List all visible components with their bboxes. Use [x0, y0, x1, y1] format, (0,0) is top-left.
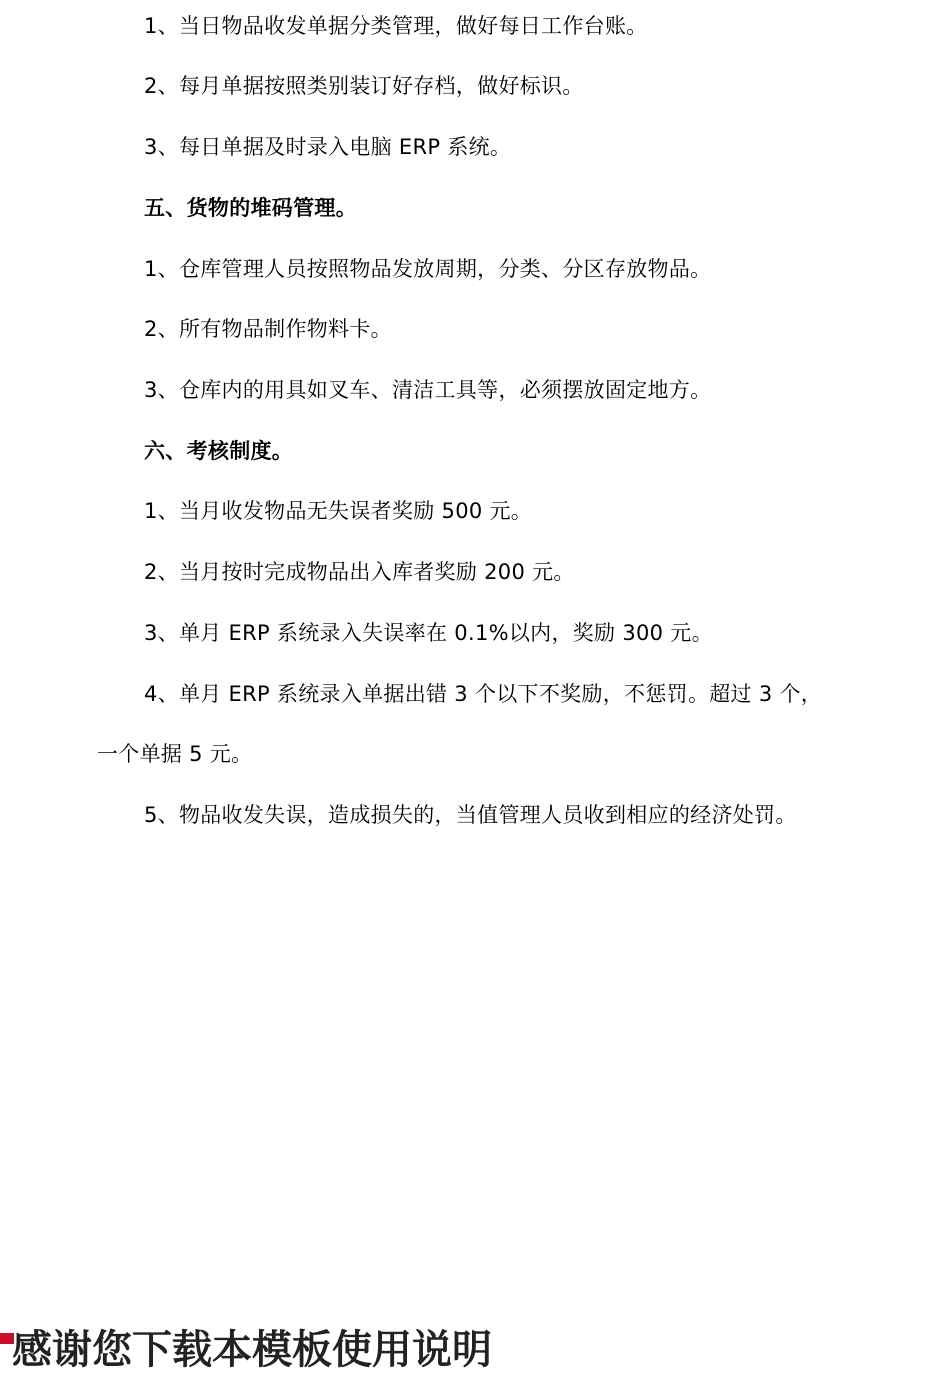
list-item-continuation: 一个单据 5 元。: [97, 742, 253, 766]
footer-banner: [0, 1326, 950, 1373]
list-item: 2、所有物品制作物料卡。: [144, 317, 392, 341]
footer-title: 感谢您下载本模板使用说明: [12, 1327, 492, 1373]
list-item: 5、物品收发失误，造成损失的，当值管理人员收到相应的经济处罚。: [144, 803, 797, 827]
list-item: 2、每月单据按照类别装订好存档，做好标识。: [144, 74, 584, 98]
list-item: 2、当月按时完成物品出入库者奖励 200 元。: [144, 560, 575, 584]
list-item: 3、单月 ERP 系统录入失误率在 0.1%以内，奖励 300 元。: [144, 621, 713, 645]
section-heading: 五、货物的堆码管理。: [144, 196, 357, 220]
list-item: 1、当日物品收发单据分类管理，做好每日工作台账。: [144, 14, 648, 38]
list-item: 1、当月收发物品无失误者奖励 500 元。: [144, 499, 533, 523]
list-item: 4、单月 ERP 系统录入单据出错 3 个以下不奖励，不惩罚。超过 3 个，: [144, 682, 823, 706]
list-item: 3、仓库内的用具如叉车、清洁工具等，必须摆放固定地方。: [144, 378, 712, 402]
list-item: 3、每日单据及时录入电脑 ERP 系统。: [144, 135, 512, 159]
list-item: 1、仓库管理人员按照物品发放周期，分类、分区存放物品。: [144, 257, 712, 281]
section-heading: 六、考核制度。: [144, 439, 294, 463]
